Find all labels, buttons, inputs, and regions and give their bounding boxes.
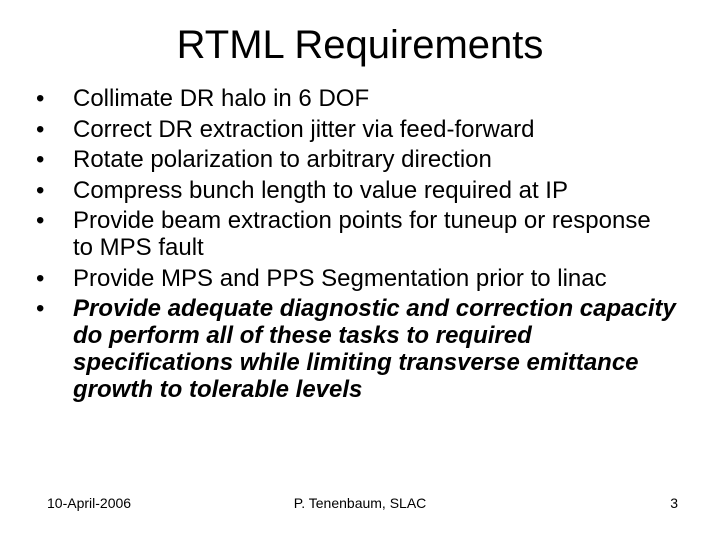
bullet-dot-icon: •: [36, 85, 45, 112]
footer-author: P. Tenenbaum, SLAC: [293, 495, 427, 511]
bullet-dot-icon: •: [36, 295, 45, 322]
bullet-item-emphasized: [36, 295, 676, 403]
bullet-dot-icon: •: [36, 146, 45, 173]
bullet-item: [36, 177, 676, 204]
bullet-list: [36, 85, 676, 407]
slide-title: RTML Requirements: [176, 23, 544, 67]
bullet-text: Collimate DR halo in 6 DOF: [73, 85, 370, 112]
bullet-text: Compress bunch length to value required at IP: [73, 176, 568, 204]
bullet-text: Provide beam extraction points for tuneup or response to MPS fault: [73, 207, 651, 261]
bullet-item: [36, 116, 676, 143]
bullet-dot-icon: •: [36, 207, 45, 234]
footer-date: 10-April-2006: [47, 495, 132, 511]
bullet-dot-icon: •: [36, 176, 45, 204]
bullet-text: Correct DR extraction jitter via feed-forward: [73, 115, 535, 143]
bullet-item: [36, 265, 676, 292]
bullet-dot-icon: •: [36, 264, 45, 292]
page-number: 3: [670, 495, 678, 511]
bullet-text: Rotate polarization to arbitrary direction: [73, 146, 492, 173]
bullet-item: [36, 207, 676, 261]
bullet-item: [36, 146, 676, 173]
bullet-text: Provide MPS and PPS Segmentation prior to linac: [73, 264, 607, 292]
bullet-item: [36, 85, 676, 112]
bullet-text: Provide adequate diagnostic and correction capacity do perform all of these tasks to required specifications while limiting transverse emittance growth to tolerable levels: [73, 295, 676, 403]
bullet-dot-icon: •: [36, 115, 45, 143]
